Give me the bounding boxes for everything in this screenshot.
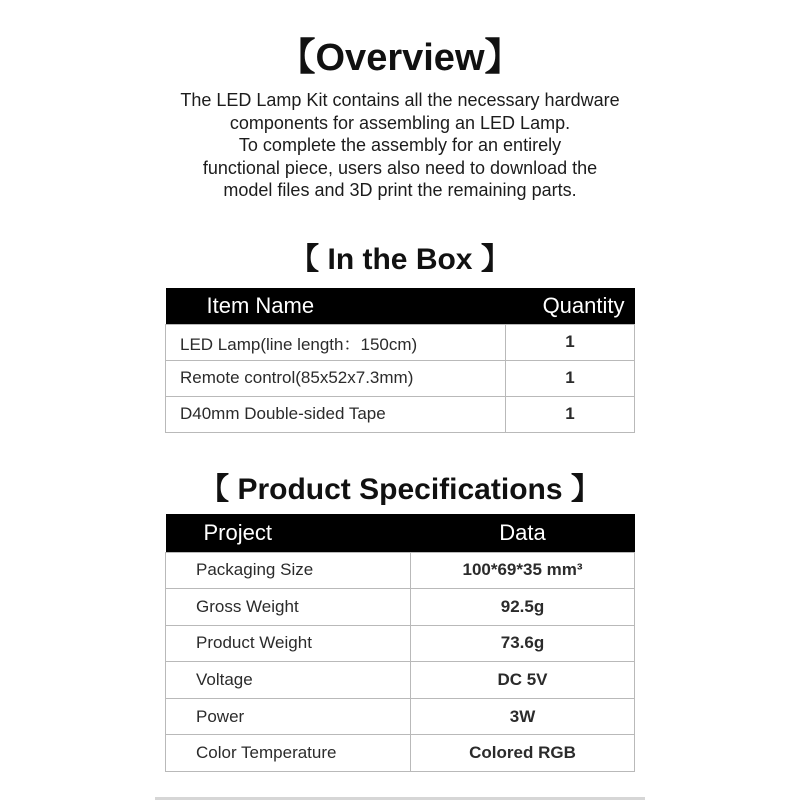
overview-line: model files and 3D print the remaining parts. bbox=[223, 180, 577, 200]
overview-line: The LED Lamp Kit contains all the necessary hardware bbox=[180, 90, 620, 110]
overview-heading: 【Overview】 bbox=[277, 37, 523, 79]
table-header-row bbox=[166, 288, 635, 324]
table-row bbox=[166, 735, 635, 772]
overview-line: To complete the assembly for an entirely bbox=[238, 135, 562, 155]
overview-line: functional piece, users also need to download the bbox=[202, 157, 598, 178]
item-name-cell: LED Lamp(line length：150cm) bbox=[166, 324, 506, 360]
in-the-box-heading: 【 In the Box 】 bbox=[289, 243, 511, 276]
quantity-header: Quantity bbox=[506, 288, 635, 324]
project-header: Project bbox=[166, 514, 411, 552]
product-specifications-table bbox=[165, 514, 635, 772]
table-row bbox=[166, 589, 635, 626]
spec-value-cell: 92.5g bbox=[411, 589, 635, 626]
spec-value-cell: Colored RGB bbox=[411, 735, 635, 772]
spec-name-cell: Power bbox=[166, 698, 411, 735]
overview-description bbox=[150, 89, 650, 202]
quantity-cell: 1 bbox=[506, 324, 635, 360]
overview-line: components for assembling an LED Lamp. bbox=[229, 112, 571, 133]
table-row bbox=[166, 552, 635, 589]
spec-value-cell: 100*69*35 mm³ bbox=[411, 552, 635, 589]
spec-name-cell: Packaging Size bbox=[166, 552, 411, 589]
table-row bbox=[166, 698, 635, 735]
item-name-header: Item Name bbox=[166, 288, 506, 324]
spec-name-cell: Product Weight bbox=[166, 625, 411, 662]
in-the-box-table bbox=[165, 288, 635, 433]
spec-name-cell: Color Temperature bbox=[166, 735, 411, 772]
spec-value-cell: DC 5V bbox=[411, 662, 635, 699]
item-name-cell: Remote control(85x52x7.3mm) bbox=[166, 360, 506, 396]
table-row bbox=[166, 396, 635, 432]
data-header: Data bbox=[411, 514, 635, 552]
quantity-cell: 1 bbox=[506, 396, 635, 432]
spec-name-cell: Voltage bbox=[166, 662, 411, 699]
table-row bbox=[166, 662, 635, 699]
product-specifications-heading: 【 Product Specifications 】 bbox=[199, 473, 601, 506]
table-header-row bbox=[166, 514, 635, 552]
table-row bbox=[166, 360, 635, 396]
spec-name-cell: Gross Weight bbox=[166, 589, 411, 626]
item-name-cell: D40mm Double-sided Tape bbox=[166, 396, 506, 432]
spec-value-cell: 3W bbox=[411, 698, 635, 735]
table-row bbox=[166, 625, 635, 662]
table-row bbox=[166, 324, 635, 360]
quantity-cell: 1 bbox=[506, 360, 635, 396]
spec-value-cell: 73.6g bbox=[411, 625, 635, 662]
